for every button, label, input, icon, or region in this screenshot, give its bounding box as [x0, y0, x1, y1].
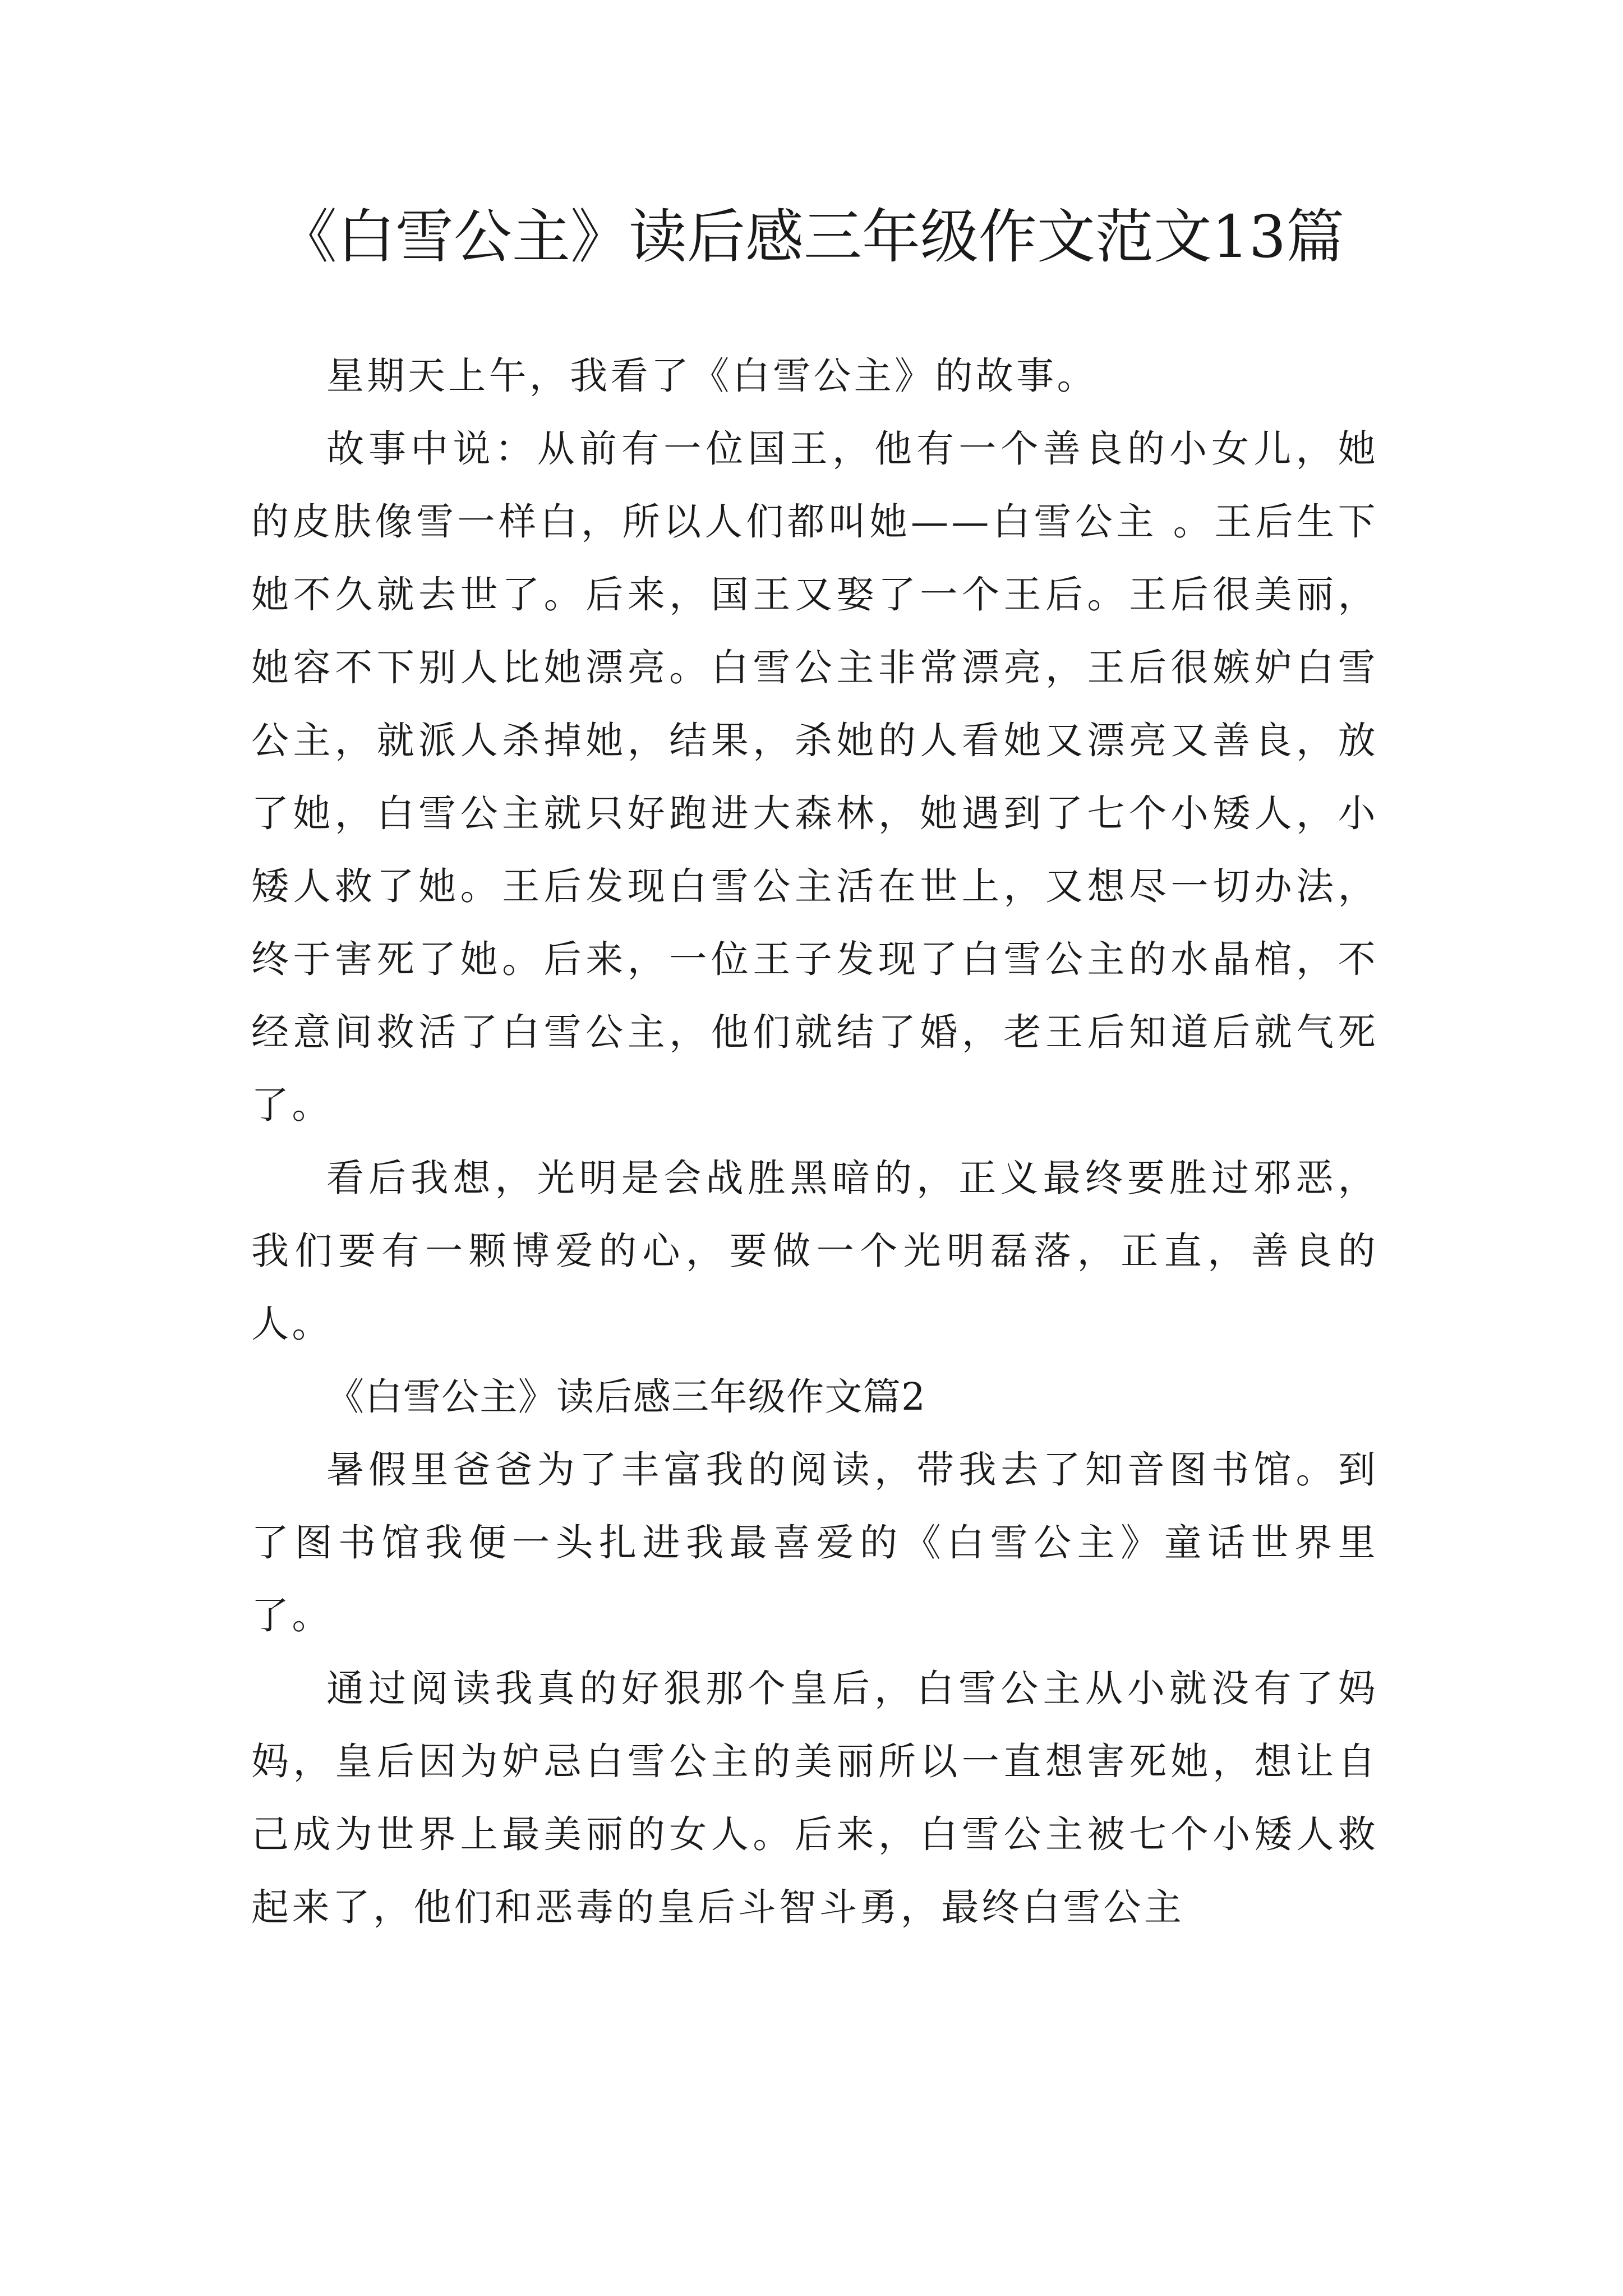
- essay-2-heading: 《白雪公主》读后感三年级作文篇2: [326, 1375, 926, 1419]
- document-title: 《白雪公主》读后感三年级作文范文13篇: [278, 203, 1345, 271]
- paragraph-story-summary: 故事中说：从前有一位国王，他有一个善良的小女儿，她的皮肤像雪一样白，所以人们都叫她——白雪公主 。王后生下她不久就去世了。后来，国王又娶了一个王后。王后很美丽，她容不下别人比她漂亮。白雪公主非常漂亮，王后很嫉妒白雪公主，就派人杀掉她，结果，杀她的人看她又漂亮又善良，放了她，白雪公主就只好跑进大森林，她遇到了七个小矮人，小矮人救了她。王后发现白雪公主活在世上，又想尽一切办法，终于害死了她。后来，一位王子发现了白雪公主的水晶棺，不经意间救活了白雪公主，他们就结了婚，老王后知道后就气死了。: [251, 427, 1378, 1127]
- paragraph-intro: 星期天上午，我看了《白雪公主》的故事。: [326, 354, 1098, 398]
- paragraph-queen: 通过阅读我真的好狠那个皇后，白雪公主从小就没有了妈妈，皇后因为妒忌白雪公主的美丽所以一直想害死她，想让自己成为世界上最美丽的女人。后来，白雪公主被七个小矮人救起来了，他们和恶毒的皇后斗智斗勇，最终白雪公主: [251, 1667, 1378, 1929]
- paragraph-reflection: 看后我想，光明是会战胜黑暗的，正义最终要胜过邪恶，我们要有一颗博爱的心，要做一个光明磊落，正直，善良的人。: [251, 1156, 1378, 1346]
- paragraph-library: 暑假里爸爸为了丰富我的阅读，带我去了知音图书馆。到了图书馆我便一头扎进我最喜爱的《白雪公主》童话世界里了。: [251, 1448, 1378, 1637]
- document-body: [251, 339, 1378, 1944]
